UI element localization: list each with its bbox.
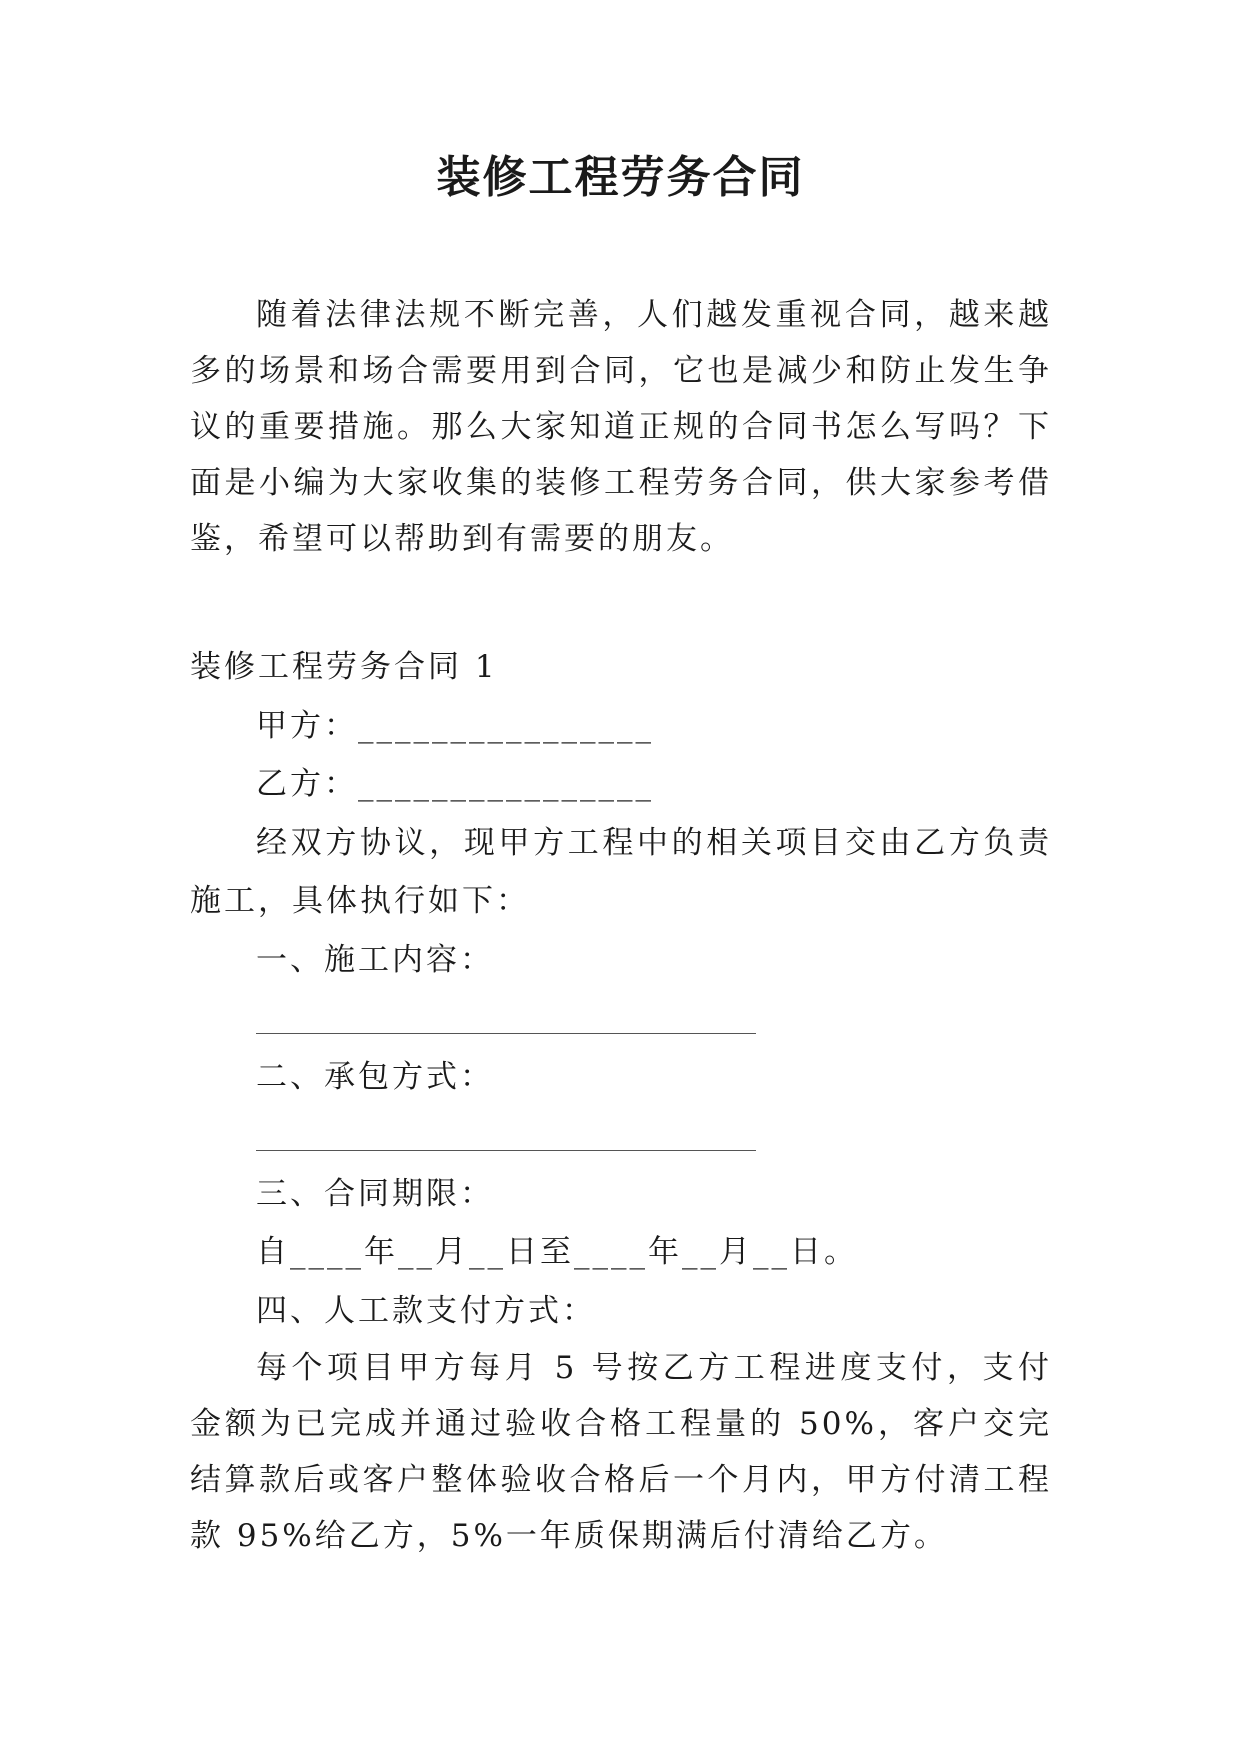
section-contract-period: 三、合同期限： xyxy=(256,1175,494,1212)
agreement-paragraph: 经双方协议，现甲方工程中的相关项目交由乙方负责施工，具体执行如下： xyxy=(190,824,1052,919)
blank-underline xyxy=(256,1033,756,1034)
section-contracting-method: 二、承包方式： xyxy=(256,1058,494,1095)
section-labor-payment: 四、人工款支付方式： xyxy=(256,1292,596,1329)
contract-heading: 装修工程劳务合同 1 xyxy=(190,649,498,685)
party-b-line: 乙方：________________ xyxy=(256,766,654,802)
payment-paragraph: 每个项目甲方每月 5 号按乙方工程进度支付，支付金额为已完成并通过验收合格工程量的 50%，客户交完结算款后或客户整体验收合格后一个月内，甲方付清工程款 95%给乙方，5%一年质保期满后付清给乙方。 xyxy=(190,1350,1052,1554)
contract-body xyxy=(190,638,1052,1564)
document-title: 装修工程劳务合同 xyxy=(436,152,805,203)
construction-content-blank xyxy=(190,989,1052,1048)
contract-period-dates: 自____年__月__日至____年__月__日。 xyxy=(256,1234,858,1270)
section-construction-content: 一、施工内容： xyxy=(256,941,494,978)
intro-paragraph: 随着法律法规不断完善，人们越发重视合同，越来越多的场景和场合需要用到合同，它也是减少和防止发生争议的重要措施。那么大家知道正规的合同书怎么写吗？下面是小编为大家收集的装修工程劳务合同，供大家参考借鉴，希望可以帮助到有需要的朋友。 xyxy=(190,297,1052,557)
contracting-method-blank xyxy=(190,1106,1052,1165)
blank-underline xyxy=(256,1150,756,1151)
party-a-line: 甲方：________________ xyxy=(256,707,654,744)
